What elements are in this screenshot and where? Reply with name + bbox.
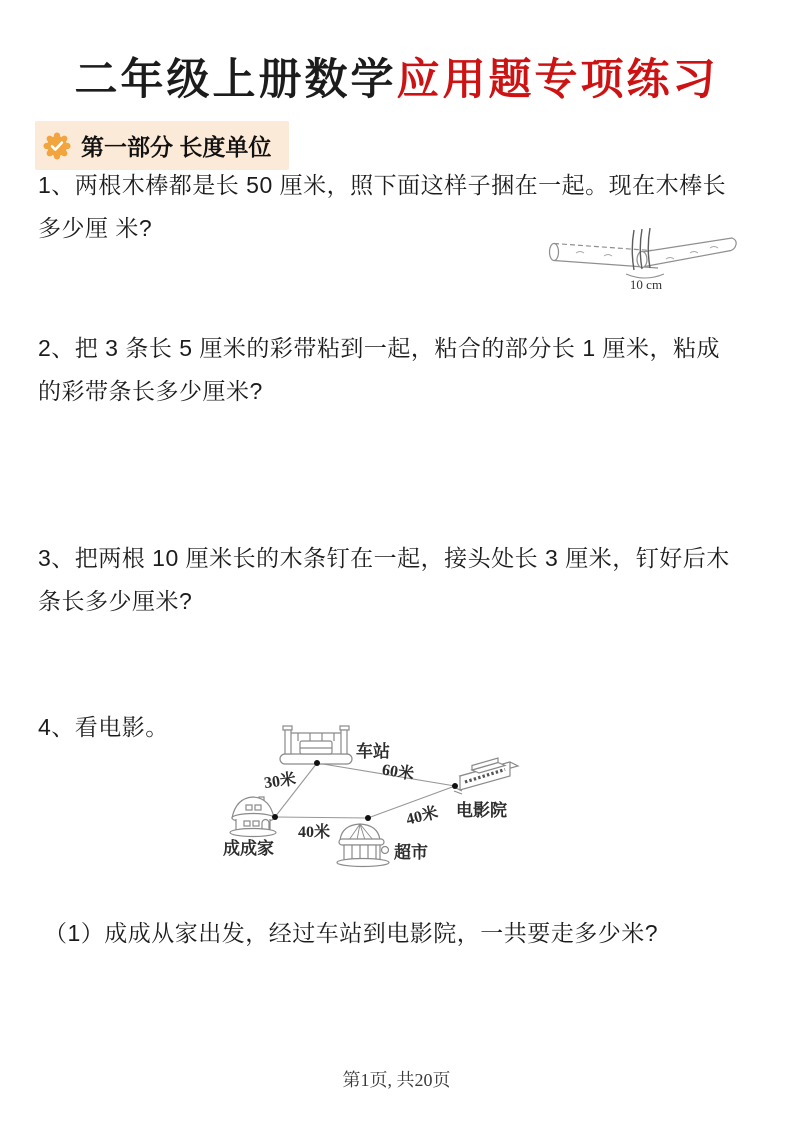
station-label: 车站 [356,742,390,761]
question-4-sub-1 [44,912,764,955]
title-red-part: 应用题专项练习 [396,57,719,104]
supermarket-icon [337,824,389,867]
page-title [0,46,793,107]
question-2-line-2: 的彩带条长多少厘米? [38,378,263,404]
cinema-label: 电影院 [456,801,507,820]
question-3 [38,537,760,623]
page-footer [0,1066,793,1092]
bus-station-icon [280,726,352,764]
market-label: 超市 [394,843,428,862]
overlap-length-label: 10 cm [629,277,663,292]
question-1-line-1: 1、两根木棒都是长 50 厘米，照下面这样子捆在一起。现在木棒长 [38,172,727,198]
section-header [35,121,289,170]
distance-map-figure [200,718,535,888]
title-black-part: 二年级上册数学 [74,57,397,104]
home-label: 成成家 [223,839,274,858]
question-4-sub-1-text: （1）成成从家出发，经过车站到电影院，一共要走多少米? [44,920,659,946]
right-stick-drawing [637,238,736,268]
cinema-icon [454,758,518,794]
question-2 [38,327,760,413]
distance-station-cinema: 60米 [380,761,416,784]
home-icon [230,797,276,837]
distance-market-cinema: 40米 [404,804,440,829]
question-2-line-1: 2、把 3 条长 5 厘米的彩带粘到一起，粘合的部分长 1 厘米，粘成 [38,335,721,361]
check-badge-icon [43,132,71,160]
question-3-line-1: 3、把两根 10 厘米长的木条钉在一起，接头处长 3 厘米，钉好后木 [38,545,730,571]
page-number-label: 第1页, 共20页 [342,1070,451,1090]
section-title: 第一部分 长度单位 [81,134,272,160]
question-4-line-1: 4、看电影。 [38,714,169,740]
question-1-line-2: 多少厘 米? [38,215,153,241]
question-3-line-2: 条长多少厘米? [38,588,193,614]
distance-home-market: 40米 [297,824,331,841]
distance-home-station: 30米 [263,770,298,793]
sticks-figure [538,220,753,305]
